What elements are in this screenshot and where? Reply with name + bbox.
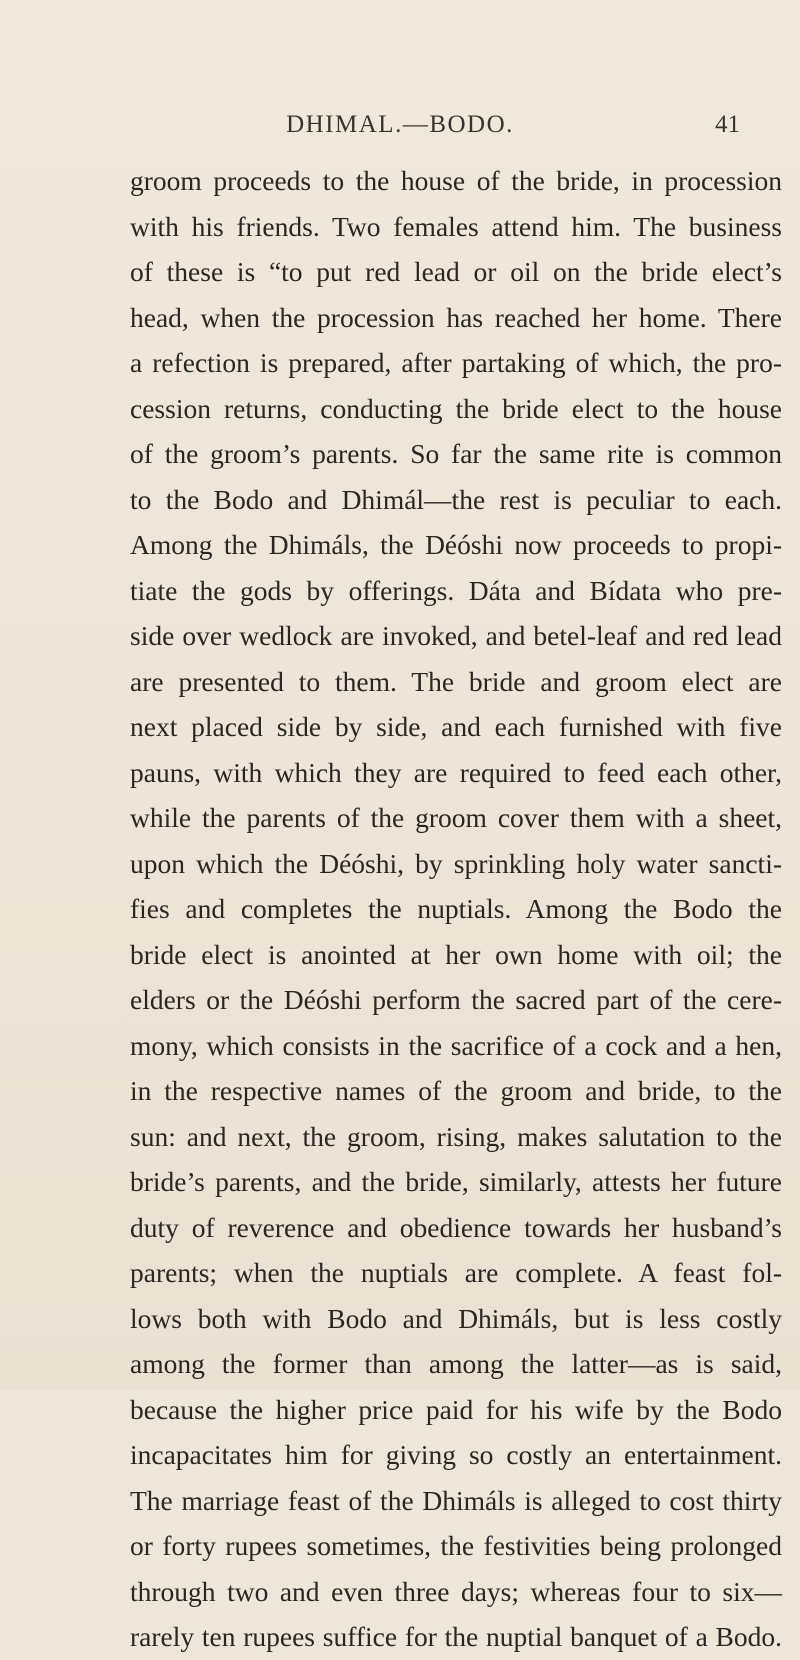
text-line: of these is “to put red lead or oil on the bride elect’s <box>130 256 782 287</box>
text-line: to the Bodo and Dhimál—the rest is peculiar to each. <box>130 483 782 515</box>
text-line: because the higher price paid for his wife by the Bodo <box>130 1393 782 1425</box>
text-line: The marriage feast of the Dhimáls is alleged to cost thirty <box>130 1484 782 1516</box>
text-line: bride elect is anointed at her own home with oil; the <box>130 938 782 970</box>
text-line: or forty rupees sometimes, the festivities being prolonged <box>130 1530 782 1561</box>
text-line: Among the Dhimáls, the Déóshi now proceeds to propi- <box>130 529 782 560</box>
text-line: next placed side by side, and each furnished with five <box>130 711 782 742</box>
text-line: among the former than among the latter—as is said, <box>130 1348 782 1379</box>
text-line: a refection is prepared, after partaking of which, the pro- <box>130 347 782 378</box>
text-line: mony, which consists in the sacrifice of a cock and a hen, <box>130 1029 782 1061</box>
text-line: groom proceeds to the house of the bride, in procession <box>130 165 782 196</box>
text-line: side over wedlock are invoked, and betel-leaf and red lead <box>130 620 782 651</box>
text-line: rarely ten rupees suffice for the nuptial banquet of a Bodo. <box>130 1621 782 1652</box>
text-line: cession returns, conducting the bride elect to the house <box>130 392 782 424</box>
running-head: DHIMAL.—BODO. <box>286 111 514 138</box>
text-line: duty of reverence and obedience towards her husband’s <box>130 1211 782 1243</box>
text-line: with his friends. Two females attend him. The business <box>130 210 782 242</box>
text-line: elders or the Déóshi perform the sacred part of the cere- <box>130 984 782 1015</box>
body-text <box>130 158 782 1660</box>
page-number: 41 <box>715 111 740 138</box>
text-line: sun: and next, the groom, rising, makes salutation to the <box>130 1120 782 1152</box>
text-line: upon which the Déóshi, by sprinkling holy water sancti- <box>130 847 782 879</box>
text-line: fies and completes the nuptials. Among the Bodo the <box>130 893 782 924</box>
text-line: while the parents of the groom cover them with a sheet, <box>130 802 782 833</box>
text-line: pauns, with which they are required to feed each other, <box>130 756 782 788</box>
text-line: parents; when the nuptials are complete. A feast fol- <box>130 1257 782 1288</box>
text-line: through two and even three days; whereas four to six— <box>130 1575 782 1607</box>
text-line: tiate the gods by offerings. Dáta and Bídata who pre- <box>130 574 782 606</box>
text-line: of the groom’s parents. So far the same rite is common <box>130 438 782 469</box>
text-line: in the respective names of the groom and bride, to the <box>130 1075 782 1106</box>
text-line: incapacitates him for giving so costly an entertainment. <box>130 1439 782 1470</box>
text-line: bride’s parents, and the bride, similarly, attests her future <box>130 1166 782 1197</box>
page-header <box>0 111 800 151</box>
text-line: lows both with Bodo and Dhimáls, but is less costly <box>130 1302 782 1334</box>
text-line: are presented to them. The bride and groom elect are <box>130 665 782 697</box>
text-line: head, when the procession has reached her home. There <box>130 301 782 333</box>
